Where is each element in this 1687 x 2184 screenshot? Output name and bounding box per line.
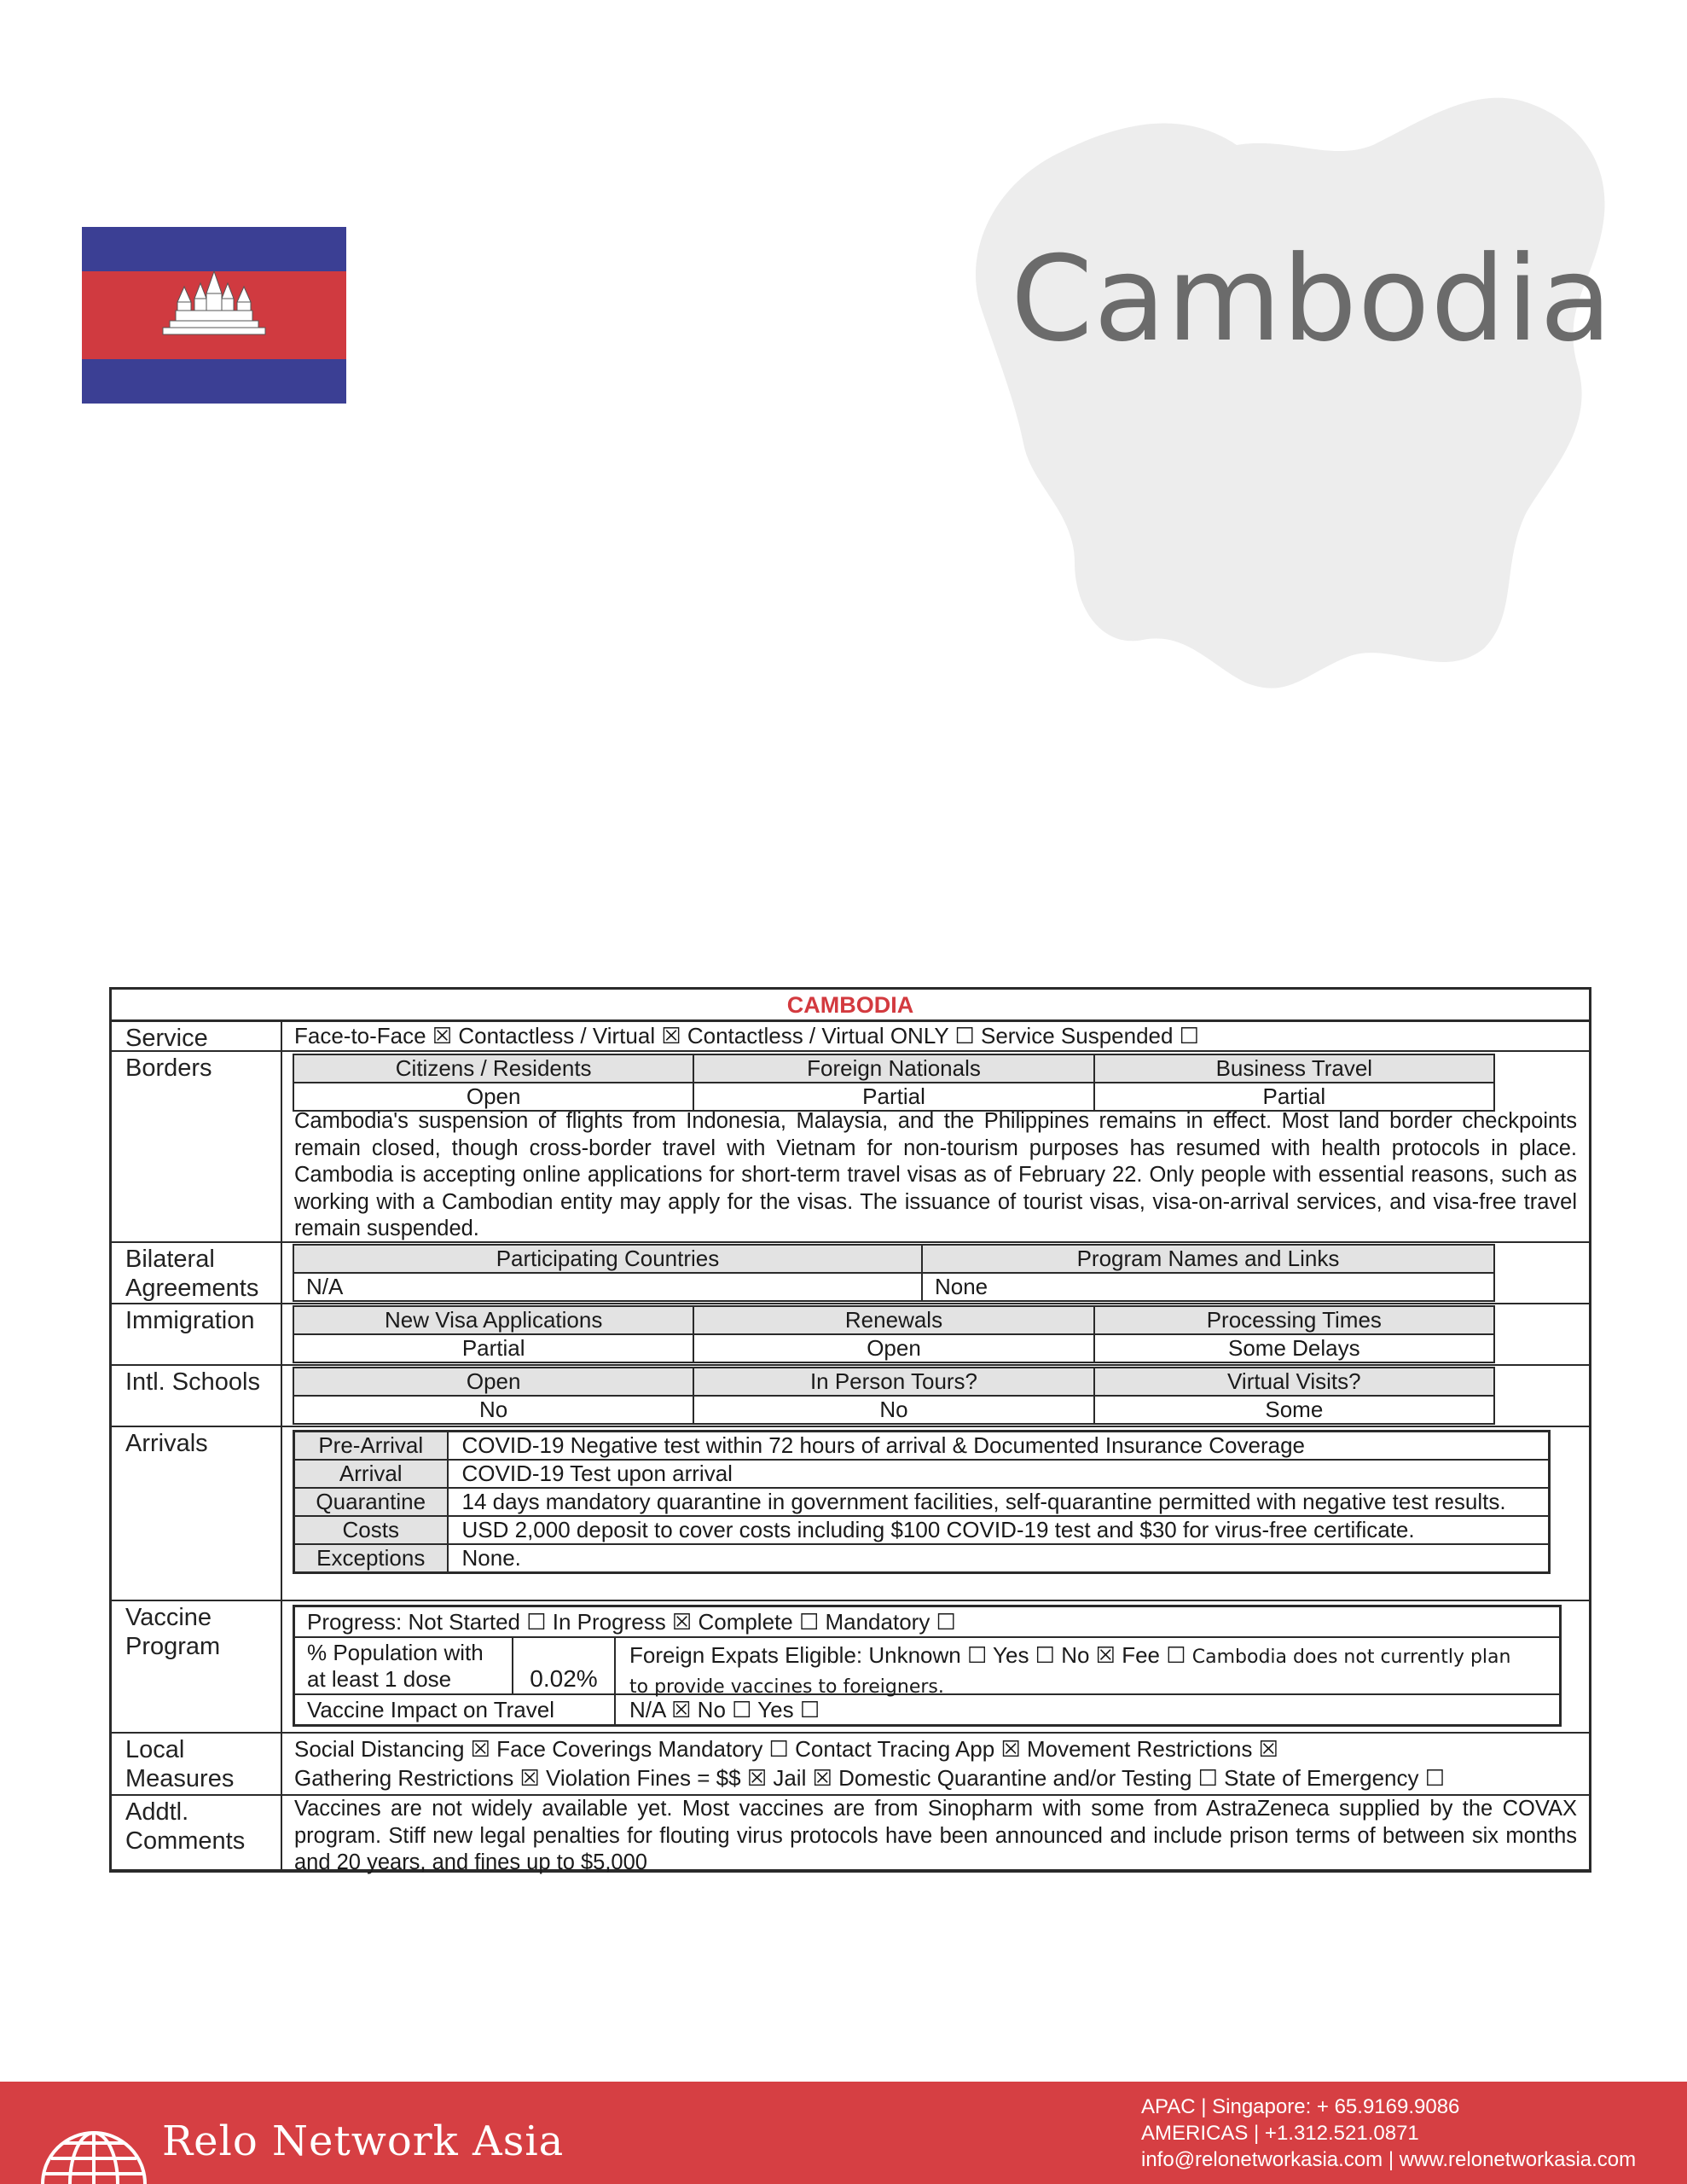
borders-row: [112, 1052, 1589, 1243]
borders-label: Borders: [112, 1052, 282, 1241]
local-measures-row: [112, 1734, 1589, 1796]
vaccine-label-line1: Vaccine: [125, 1604, 212, 1631]
contact-block: [1141, 2094, 1636, 2173]
immigration-label: Immigration: [112, 1304, 282, 1364]
vaccine-label: [112, 1601, 282, 1732]
local-measures-line2: Gathering Restrictions ☒ Violation Fines = $$ ☒ Jail ☒ Domestic Quarantine and/or Testing ☐ State of Emergency ☐: [294, 1765, 1446, 1791]
population-label: [295, 1638, 513, 1693]
service-row: [112, 1022, 1589, 1052]
comments-label-line1: Addtl.: [125, 1798, 189, 1826]
immigration-table: [293, 1305, 1495, 1363]
immigration-header: Processing Times: [1094, 1306, 1494, 1334]
arrivals-key: Arrival: [294, 1460, 448, 1488]
local-label-line1: Local: [125, 1736, 185, 1763]
arrivals-value: USD 2,000 deposit to cover costs including $100 COVID-19 test and $30 for virus-free certificate.: [448, 1516, 1550, 1544]
immigration-header: New Visa Applications: [293, 1306, 693, 1334]
arrivals-entry: [294, 1432, 1550, 1461]
bilateral-header: Participating Countries: [293, 1245, 922, 1273]
arrivals-entry: [294, 1544, 1550, 1573]
comments-row: [112, 1796, 1589, 1874]
expats-eligible-options: Foreign Expats Eligible: Unknown ☐ Yes ☐ No ☒ Fee ☐: [629, 1642, 1192, 1668]
bilateral-label: [112, 1243, 282, 1303]
arrivals-key: Exceptions: [294, 1544, 448, 1573]
vaccine-impact-row: [295, 1695, 1559, 1727]
impact-value: N/A ☒ No ☐ Yes ☐: [629, 1697, 820, 1722]
vaccine-progress: Progress: Not Started ☐ In Progress ☒ Complete ☐ Mandatory ☐: [295, 1607, 1559, 1638]
bilateral-row: [112, 1243, 1589, 1304]
arrivals-value: COVID-19 Test upon arrival: [448, 1460, 1550, 1488]
vaccine-label-line2: Program: [125, 1633, 221, 1660]
borders-header: Foreign Nationals: [693, 1054, 1093, 1083]
schools-table: [293, 1367, 1495, 1425]
cambodia-flag: [82, 227, 346, 404]
sheet-title: CAMBODIA: [112, 990, 1589, 1022]
contact-web[interactable]: info@relonetworkasia.com | www.relonetworkasia.com: [1141, 2148, 1637, 2171]
vaccine-row: [112, 1601, 1589, 1734]
arrivals-table: [293, 1430, 1551, 1574]
population-label-line2: at least 1 dose: [307, 1666, 452, 1692]
schools-value: No: [293, 1396, 693, 1424]
borders-note: Cambodia's suspension of flights from Indonesia, Malaysia, and the Philippines remains in effect. Most land border checkpoints remain closed, though cross-border travel with Vietnam for non-tourism purposes has resumed with health protocols in place. Cambodia is accepting online applications for short-term travel visas as of February 22. Only people with essential reasons, such as working with a Cambodian entity may apply for the visas. The issuance of tourist visas, visa-on-arrival services, and visa-free travel remain suspended.: [294, 1109, 1577, 1240]
local-label-line2: Measures: [125, 1765, 235, 1792]
relo-globe-logo: [36, 2088, 152, 2184]
local-measures-line1: Social Distancing ☒ Face Coverings Mandatory ☐ Contact Tracing App ☒ Movement Restrictions ☒: [294, 1736, 1278, 1762]
arrivals-value: 14 days mandatory quarantine in government facilities, self-quarantine permitted with negative test results.: [448, 1488, 1550, 1516]
footer-bar: [0, 2082, 1687, 2184]
expats-eligibility: [616, 1638, 1559, 1698]
immigration-value: Partial: [293, 1334, 693, 1362]
bilateral-label-line1: Bilateral: [125, 1246, 215, 1273]
arrivals-key: Pre-Arrival: [294, 1432, 448, 1461]
immigration-row: [112, 1304, 1589, 1366]
bilateral-value: N/A: [293, 1273, 922, 1301]
population-value: 0.02%: [513, 1638, 616, 1693]
vaccine-box: [293, 1605, 1562, 1727]
brand-name: Relo Network Asia: [162, 2117, 565, 2165]
arrivals-value: COVID-19 Negative test within 72 hours of arrival & Documented Insurance Coverage: [448, 1432, 1550, 1461]
arrivals-value: None.: [448, 1544, 1550, 1573]
arrivals-key: Costs: [294, 1516, 448, 1544]
bilateral-value: None: [922, 1273, 1494, 1301]
schools-row: [112, 1366, 1589, 1427]
immigration-header: Renewals: [693, 1306, 1093, 1334]
comments-label-line2: Comments: [125, 1827, 246, 1855]
arrivals-entry: [294, 1516, 1550, 1544]
service-label: Service: [112, 1022, 282, 1050]
schools-label: Intl. Schools: [112, 1366, 282, 1426]
schools-header: In Person Tours?: [693, 1368, 1093, 1396]
schools-header: Open: [293, 1368, 693, 1396]
bilateral-label-line2: Agreements: [125, 1275, 259, 1302]
borders-value: Open: [293, 1083, 693, 1111]
schools-value: No: [693, 1396, 1093, 1424]
borders-value: Partial: [1094, 1083, 1494, 1111]
borders-table: [293, 1054, 1495, 1112]
expats-eligible-note: Cambodia does not currently plan to provide vaccines to foreigners.: [629, 1647, 1511, 1698]
borders-header: Citizens / Residents: [293, 1054, 693, 1083]
contact-americas: AMERICAS | +1.312.521.0871: [1141, 2122, 1419, 2145]
comments-label: [112, 1796, 282, 1871]
schools-header: Virtual Visits?: [1094, 1368, 1494, 1396]
cambodia-map-silhouette: [930, 85, 1629, 700]
contact-apac: APAC | Singapore: + 65.9169.9086: [1141, 2095, 1460, 2118]
local-measures-label: [112, 1734, 282, 1794]
arrivals-entry: [294, 1488, 1550, 1516]
country-data-sheet: [109, 987, 1591, 1873]
schools-value: Some: [1094, 1396, 1494, 1424]
service-options: Face-to-Face ☒ Contactless / Virtual ☒ Contactless / Virtual ONLY ☐ Service Suspended ☐: [294, 1023, 1199, 1048]
vaccine-population-row: [295, 1638, 1559, 1698]
immigration-value: Some Delays: [1094, 1334, 1494, 1362]
borders-value: Partial: [693, 1083, 1093, 1111]
comments-text: Vaccines are not widely available yet. Most vaccines are from Sinopharm with some from AstraZeneca supplied by the COVAX program. Stiff new legal penalties for flouting virus protocols have been announced and include prison terms of between six months and 20 years, and fines up to $5,000: [294, 1797, 1577, 1874]
arrivals-row: [112, 1427, 1589, 1601]
bilateral-header: Program Names and Links: [922, 1245, 1494, 1273]
page-title: Cambodia: [1011, 230, 1613, 368]
arrivals-key: Quarantine: [294, 1488, 448, 1516]
borders-header: Business Travel: [1094, 1054, 1494, 1083]
arrivals-entry: [294, 1460, 1550, 1488]
impact-label: Vaccine Impact on Travel: [295, 1695, 616, 1727]
population-label-line1: % Population with: [307, 1640, 484, 1665]
bilateral-table: [293, 1244, 1495, 1302]
immigration-value: Open: [693, 1334, 1093, 1362]
arrivals-label: Arrivals: [112, 1427, 282, 1600]
